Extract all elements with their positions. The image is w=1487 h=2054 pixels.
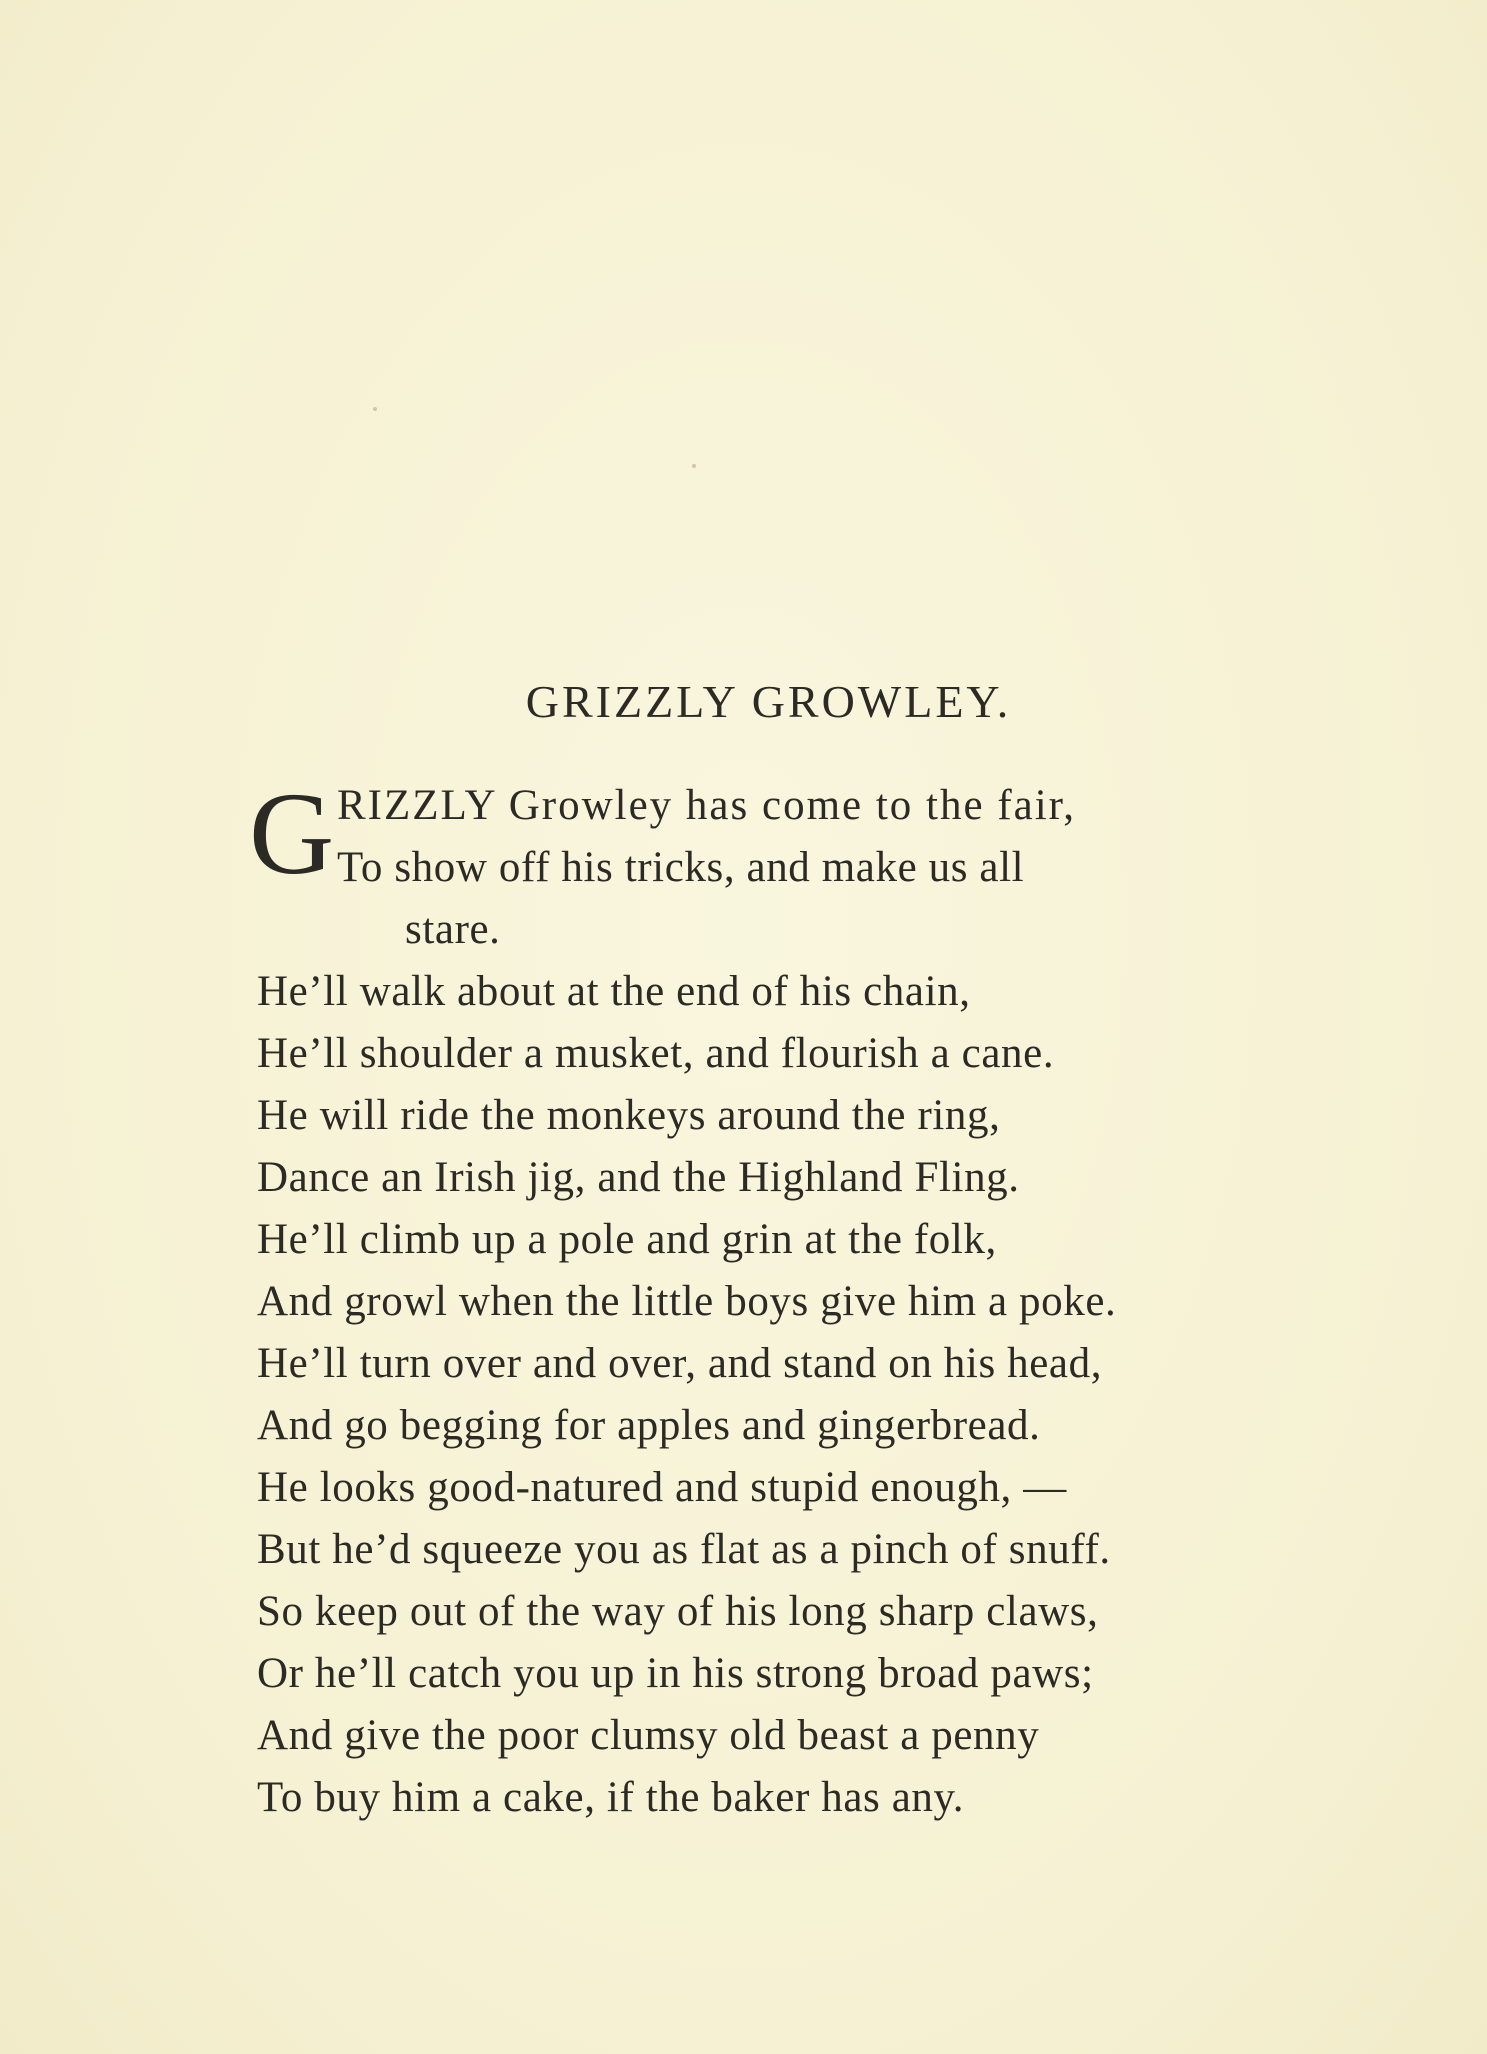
poem-line: And give the poor clumsy old beast a penny: [257, 1712, 1040, 1759]
poem-line: He’ll turn over and over, and stand on his head,: [257, 1340, 1103, 1387]
poem-line: RIZZLY Growley has come to the fair,: [337, 782, 1077, 829]
poem-line: To buy him a cake, if the baker has any.: [257, 1774, 965, 1821]
poem-line: He’ll walk about at the end of his chain,: [257, 968, 971, 1015]
paper-speck: [692, 464, 696, 468]
poem-line: But he’d squeeze you as flat as a pinch of snuff.: [257, 1526, 1111, 1573]
poem-line: He’ll climb up a pole and grin at the folk,: [257, 1216, 997, 1263]
poem-line: To show off his tricks, and make us all: [337, 844, 1025, 891]
poem-line: So keep out of the way of his long sharp claws,: [257, 1588, 1099, 1635]
poem-line: He looks good-natured and stupid enough, —: [257, 1464, 1067, 1511]
poem-line: He’ll shoulder a musket, and flourish a cane.: [257, 1030, 1055, 1077]
poem-line: Or he’ll catch you up in his strong broad paws;: [257, 1650, 1094, 1697]
paper-speck: [373, 407, 377, 411]
poem-title: GRIZZLY GROWLEY.: [525, 676, 1012, 727]
poem-body: [249, 768, 1377, 1829]
poem-line: Dance an Irish jig, and the Highland Fling.: [257, 1154, 1020, 1201]
poem-line: stare.: [405, 906, 501, 953]
poem-line: And go begging for apples and gingerbread.: [257, 1402, 1041, 1449]
poem-opening: [249, 768, 1377, 961]
drop-cap: G: [249, 768, 335, 899]
poem-line: He will ride the monkeys around the ring,: [257, 1092, 1001, 1139]
poem-line: And growl when the little boys give him a poke.: [257, 1278, 1117, 1325]
